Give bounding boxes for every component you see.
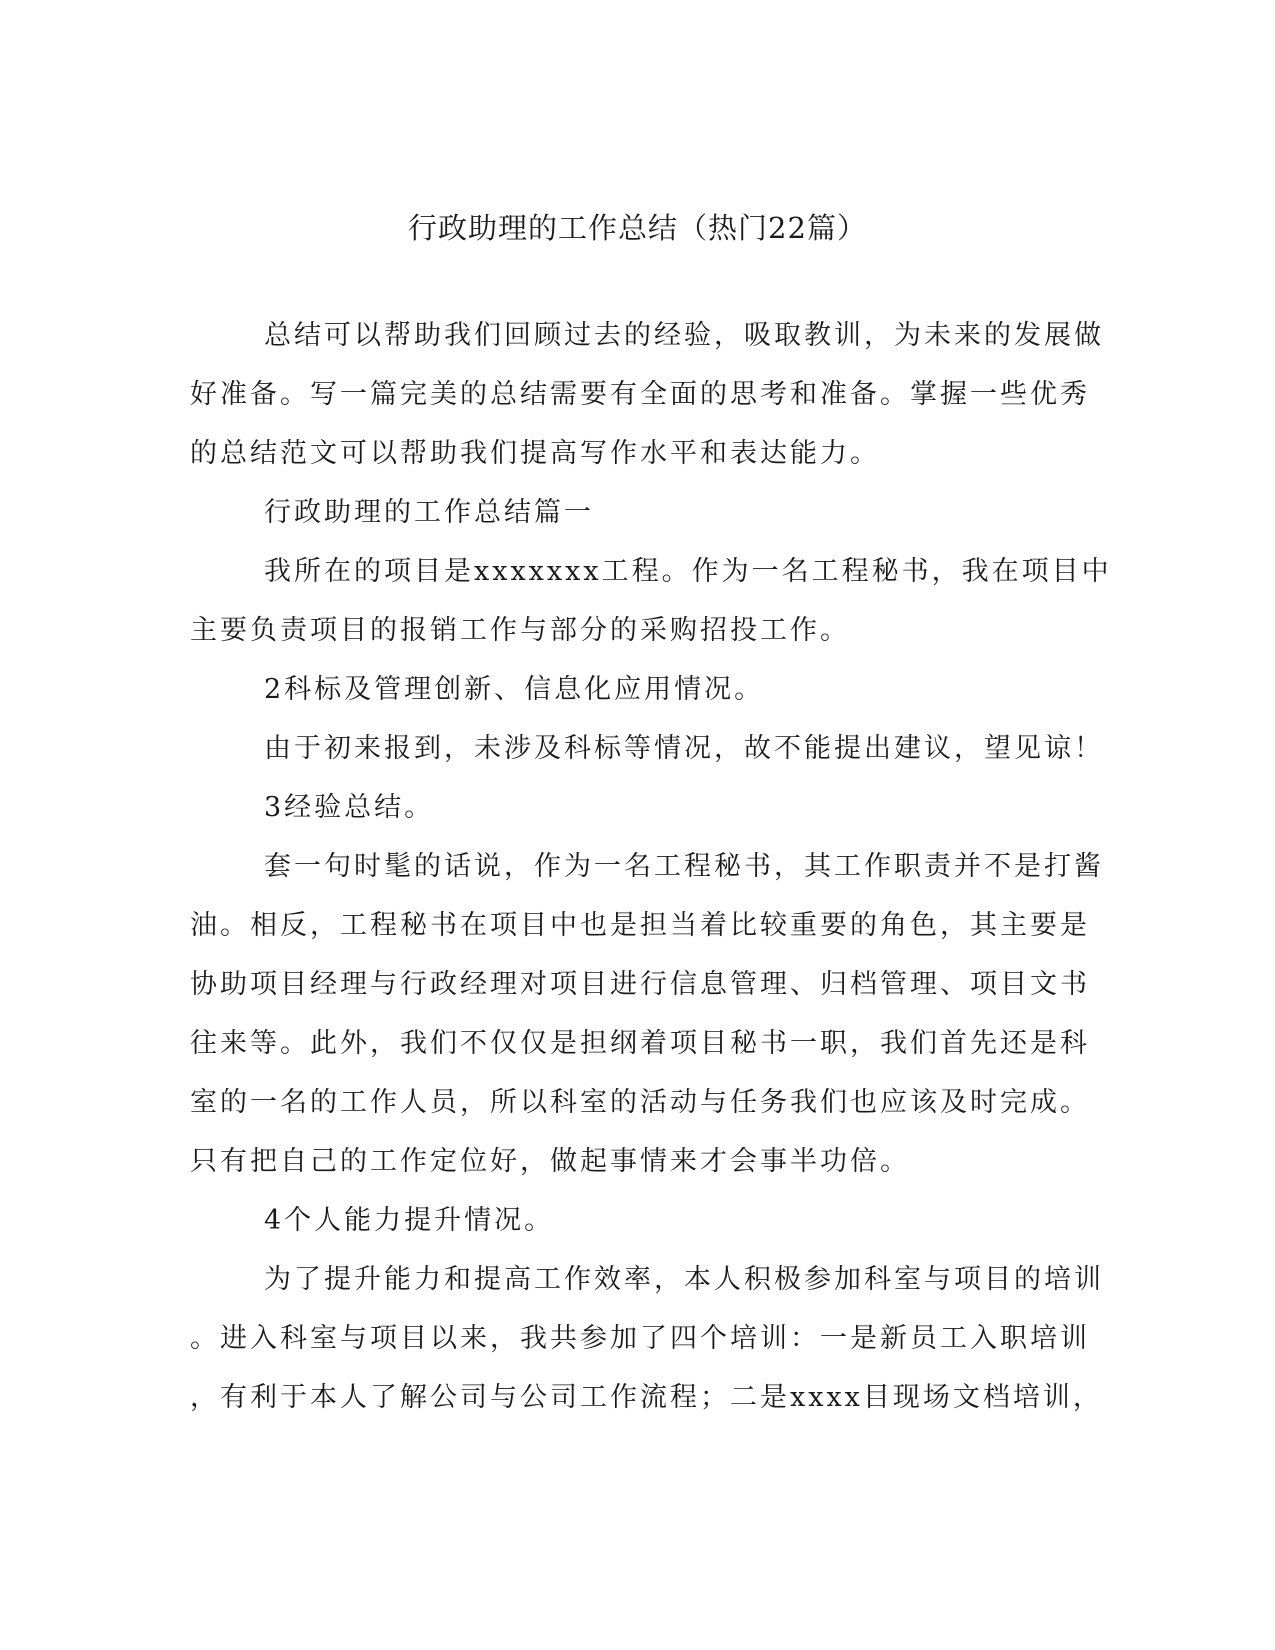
paragraph-line: 为了提升能力和提高工作效率，本人积极参加科室与项目的培训 [264,1264,1104,1295]
paragraph-line: 我所在的项目是xxxxxxx工程。作为一名工程秘书，我在项目中 [264,556,1112,587]
paragraph-line: 套一句时髦的话说，作为一名工程秘书，其工作职责并不是打酱 [264,851,1104,882]
paragraph-line: 室的一名的工作人员，所以科室的活动与任务我们也应该及时完成。 [190,1087,1090,1118]
numbered-heading: 3经验总结。 [264,792,435,823]
numbered-heading: 2科标及管理创新、信息化应用情况。 [264,674,765,705]
paragraph-line: 。进入科室与项目以来，我共参加了四个培训：一是新员工入职培训 [190,1323,1090,1354]
paragraph-line: 由于初来报到，未涉及科标等情况，故不能提出建议，望见谅！ [264,733,1104,764]
paragraph-line: 油。相反，工程秘书在项目中也是担当着比较重要的角色，其主要是 [190,910,1090,941]
paragraph-line: 主要负责项目的报销工作与部分的采购招投工作。 [190,615,850,646]
paragraph-line: 好准备。写一篇完美的总结需要有全面的思考和准备。掌握一些优秀 [190,379,1090,410]
section-heading: 行政助理的工作总结篇一 [264,497,594,528]
paragraph-line: 协助项目经理与行政经理对项目进行信息管理、归档管理、项目文书 [190,969,1090,1000]
paragraph-line: 总结可以帮助我们回顾过去的经验，吸取教训，为未来的发展做 [264,320,1104,351]
paragraph-line: ，有利于本人了解公司与公司工作流程；二是xxxx目现场文档培训， [190,1382,1103,1413]
paragraph-line: 只有把自己的工作定位好，做起事情来才会事半功倍。 [190,1146,910,1177]
numbered-heading: 4个人能力提升情况。 [264,1205,555,1236]
paragraph-line: 往来等。此外，我们不仅仅是担纲着项目秘书一职，我们首先还是科 [190,1028,1090,1059]
document-title: 行政助理的工作总结（热门22篇） [408,211,867,245]
paragraph-line: 的总结范文可以帮助我们提高写作水平和表达能力。 [190,438,880,469]
